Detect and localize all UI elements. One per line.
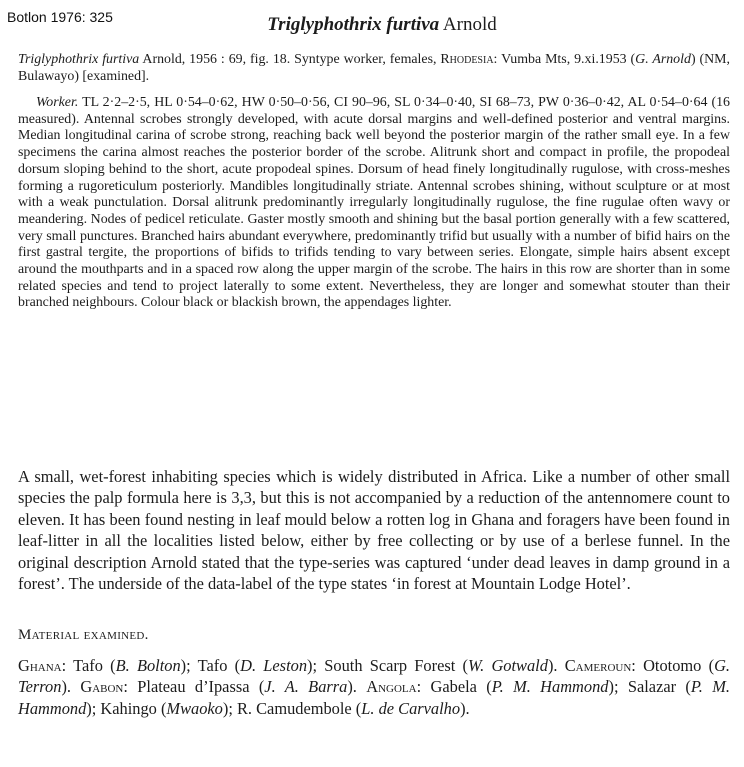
locality-text: ). xyxy=(460,698,470,718)
material-heading: Material examined. xyxy=(18,627,149,643)
locality-text: ). xyxy=(547,656,558,675)
collector-name: D. Leston xyxy=(240,656,308,675)
country-ghana: Ghana xyxy=(18,656,62,675)
collector-name: B. Bolton xyxy=(115,656,181,675)
worker-description xyxy=(18,95,730,312)
locality-text: ); Salazar ( xyxy=(608,677,691,697)
material-list xyxy=(18,655,730,719)
locality-text: : Gabela ( xyxy=(416,677,492,697)
country-cameroun: Cameroun xyxy=(564,656,632,675)
synonymy-paragraph xyxy=(18,52,730,85)
synonymy-text: Arnold, 1956 : 69, fig. 18. Syntype worker, females, xyxy=(142,52,441,67)
synonymy-name: Triglyphothrix furtiva xyxy=(18,52,140,67)
description-text: TL 2·2–2·5, HL 0·54–0·62, HW 0·50–0·56, CI 90–96, SL 0·34–0·40, SI 68–73, PW 0·36–0·42, AL 0·54–0·64 (16 measured). Antennal scrobes strongly developed, with acute dorsal margins and well-defined posterior and ventral margins. Median longitudinal carina of scrobe strong, reaching back well beyond the posterior margin of the rather small eye. In a few specimens the carina almost reaches the posterior border of the scrobe. Alitrunk short and compact in profile, the propodeal dorsum sloping behind to the short, acute propodeal spines. Dorsum of head finely longitudinally rugulose, with cross-meshes forming a rugoreticulum posteriorly. Mandibles longitudinally striate. Antennal scrobes shining, without sculpture or at most with a weak punctulation. Dorsal alitrunk predominantly irregularly longitudinally rugulose, the fine rugulae often wavy or meandering. Nodes of pedicel reticulate. Gaster mostly smooth and shining but the basal portion generally with a few scattered, very small punctures. Branched hairs abundant everywhere, predominantly trifid but usually with a number of bifid hairs on the first gastral tergite, the proportions of bifids to trifids tending to vary between series. Elongate, simple hairs absent except around the mouthparts and in a spaced row along the upper margin of the scrobe. The hairs in this row are shorter than in some related species and tend to project laterally to some extent. Nevertheless, they are longer and somewhat stouter than their branched neighbours. Colour black or blackish brown, the appendages lighter. xyxy=(18,95,730,311)
remarks-paragraph: A small, wet-forest inhabiting species which is widely distributed in Africa. Like a number of other small species the palp formula here is 3,3, but this is not accompanied by a reduction of the antennomere count to eleven. It has been found nesting in leaf mould below a rotten log in Ghana and foragers have been found in leaf-litter in all the localities listed below, either by free collecting or by use of a berlese funnel. In the original description Arnold stated that the type-series was captured ‘under dead leaves in damp ground in a forest’. The underside of the data-label of the type states ‘in forest at Mountain Lodge Hotel’. xyxy=(18,467,730,594)
locality-text: ). xyxy=(347,677,357,697)
locality-text: ). xyxy=(61,677,71,697)
source-label: Botlon 1976: 325 xyxy=(7,9,113,25)
collector-name: G. Terron xyxy=(18,656,730,697)
locality-text: : Ototomo ( xyxy=(631,656,715,675)
locality-text: : Plateau d’Ipassa ( xyxy=(123,677,265,697)
locality-text: ); R. Camudembole ( xyxy=(222,698,362,718)
collector-name: P. M. Hammond xyxy=(18,677,730,718)
locality-text: ); Kahingo ( xyxy=(86,698,167,718)
synonymy-collector: G. Arnold xyxy=(635,52,691,67)
caste-label: Worker. xyxy=(36,95,79,110)
country-angola: Angola xyxy=(366,677,417,697)
collector-name: P. M. Hammond xyxy=(491,677,609,697)
species-author: Arnold xyxy=(442,14,497,35)
synonymy-text2: : Vumba Mts, 9.xi.1953 ( xyxy=(493,52,636,67)
locality-text: : Tafo ( xyxy=(61,656,116,675)
collector-name: J. A. Barra xyxy=(264,677,348,697)
species-title xyxy=(0,14,744,36)
synonymy-locality: Rhodesia xyxy=(440,52,494,67)
collector-name: Mwaoko xyxy=(166,698,223,718)
locality-text: ); Tafo ( xyxy=(180,656,241,675)
synonymy-text3: ) (NM, Bulawayo) [examined]. xyxy=(18,52,730,84)
locality-text: ); South Scarp Forest ( xyxy=(307,656,468,675)
species-name: Triglyphothrix furtiva xyxy=(267,14,440,35)
collector-name: W. Gotwald xyxy=(467,656,548,675)
collector-name: L. de Carvalho xyxy=(361,698,461,718)
country-gabon: Gabon xyxy=(80,677,124,697)
